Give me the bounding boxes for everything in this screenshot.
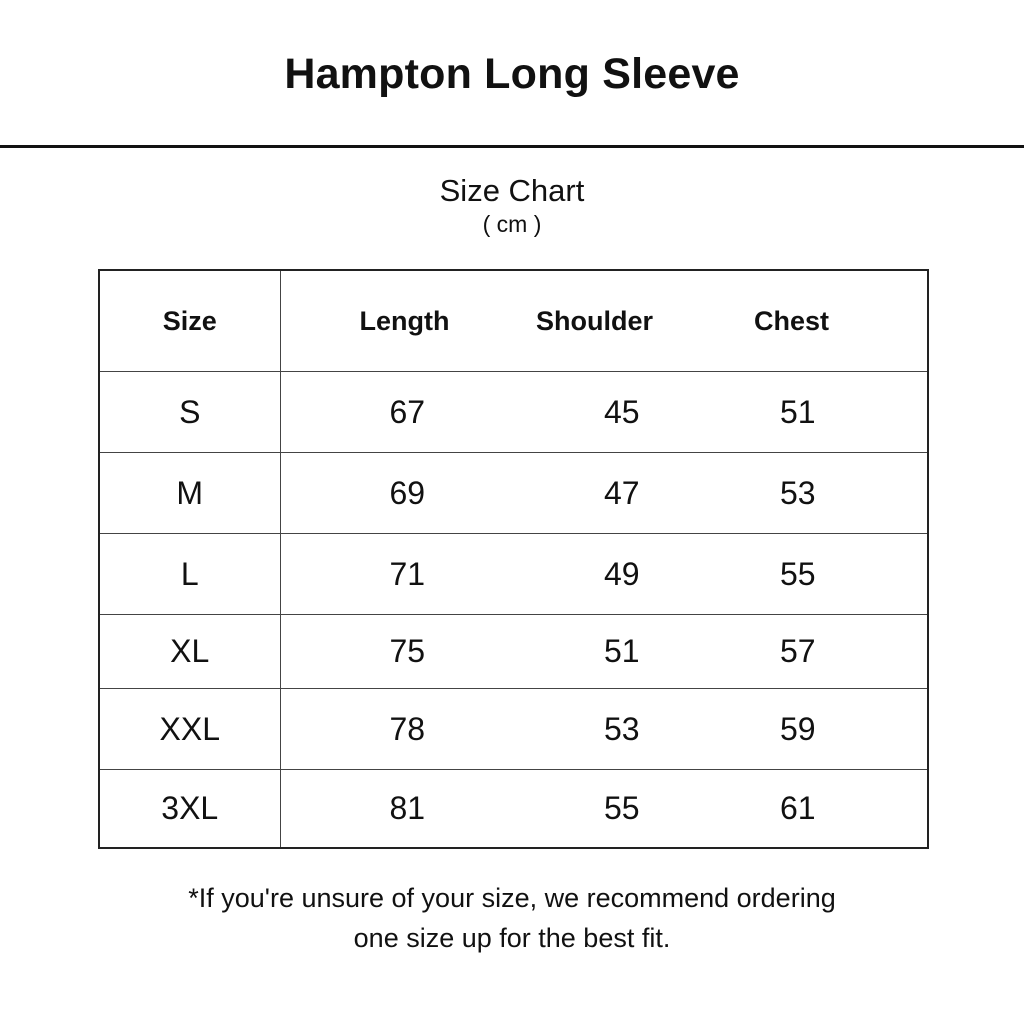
column-header-chest: Chest: [754, 305, 830, 336]
table-row: [99, 534, 928, 615]
size-cell: S: [99, 372, 280, 453]
table-row: [99, 770, 928, 849]
size-cell: L: [99, 534, 280, 615]
length-cell: 78: [389, 710, 426, 747]
table-row: [99, 615, 928, 689]
size-cell: M: [99, 453, 280, 534]
chest-cell: 51: [780, 393, 816, 430]
length-cell: 71: [389, 555, 426, 592]
size-cell: XL: [99, 615, 280, 689]
fit-note: [0, 878, 1024, 958]
table-row: [99, 689, 928, 770]
size-chart-unit: ( cm ): [482, 211, 542, 237]
shoulder-cell: 55: [604, 790, 640, 826]
chest-cell: 59: [780, 710, 816, 747]
length-cell: 69: [389, 474, 426, 511]
size-cell: XXL: [99, 689, 280, 770]
length-cell: 75: [389, 633, 426, 669]
table-row: [99, 372, 928, 453]
page-title: Hampton Long Sleeve: [284, 50, 740, 98]
size-cell: 3XL: [99, 770, 280, 849]
size-chart-table: [98, 269, 929, 849]
column-header-shoulder: Shoulder: [536, 305, 654, 336]
fit-note-line-2: one size up for the best fit.: [353, 923, 671, 953]
shoulder-cell: 47: [604, 474, 640, 511]
size-chart-heading: Size Chart: [439, 173, 585, 208]
shoulder-cell: 53: [604, 710, 640, 747]
chest-cell: 57: [780, 633, 816, 669]
fit-note-line-1: *If you're unsure of your size, we recommend ordering: [188, 883, 836, 913]
shoulder-cell: 51: [604, 633, 640, 669]
shoulder-cell: 45: [604, 393, 640, 430]
shoulder-cell: 49: [604, 555, 640, 592]
length-cell: 81: [389, 790, 426, 826]
length-cell: 67: [389, 393, 426, 430]
table-row: [99, 453, 928, 534]
chest-cell: 55: [780, 555, 816, 592]
column-header-length: Length: [359, 305, 450, 336]
chest-cell: 53: [780, 474, 816, 511]
column-header-size: Size: [99, 270, 280, 372]
chest-cell: 61: [780, 790, 816, 826]
table-header-row: [99, 270, 928, 372]
title-divider: [0, 145, 1024, 148]
